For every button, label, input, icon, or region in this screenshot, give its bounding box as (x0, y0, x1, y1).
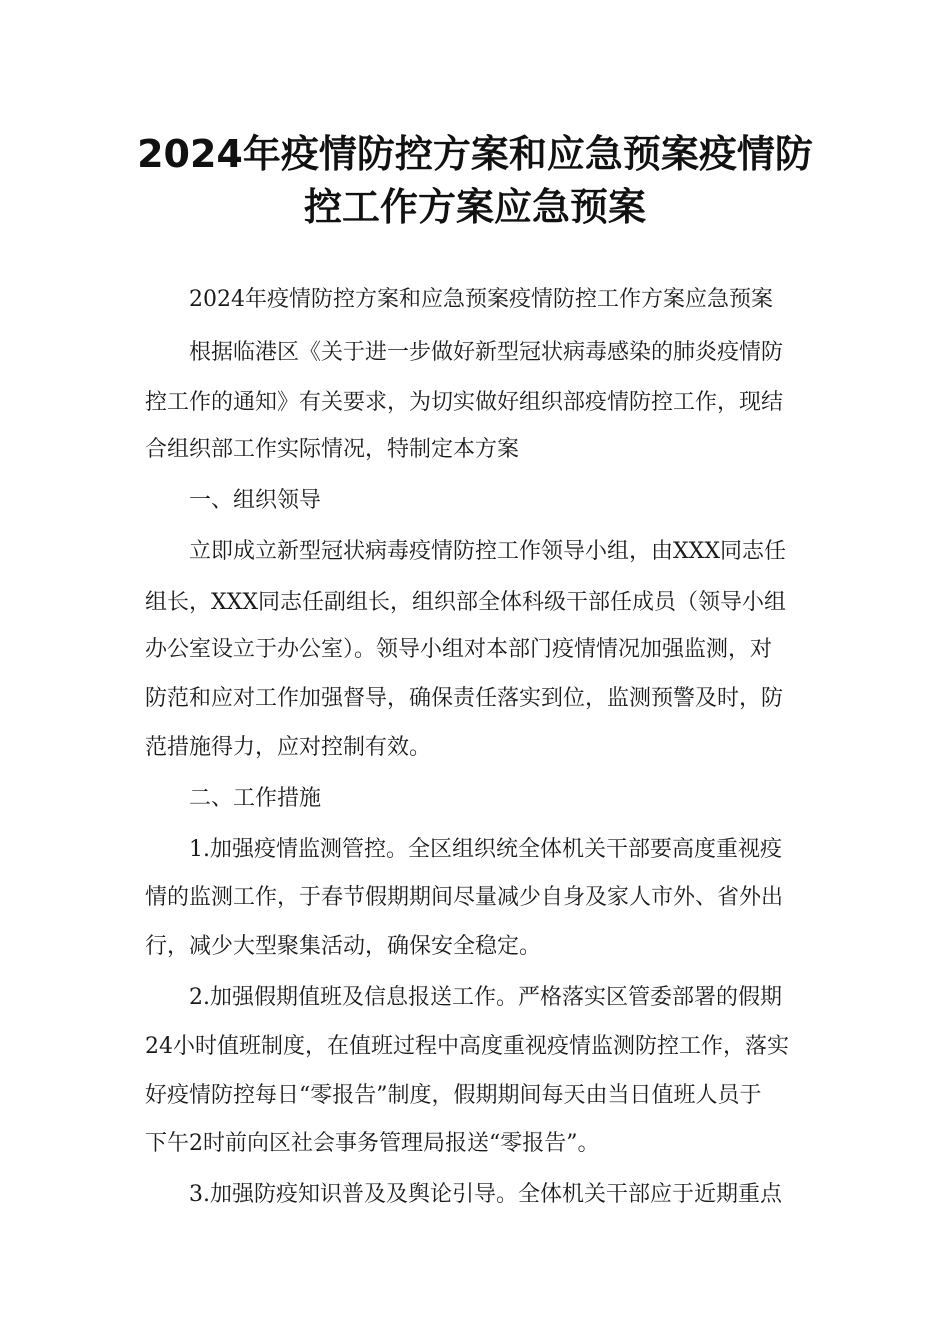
body-line: 行，减少大型聚集活动，确保安全稳定。 (145, 934, 542, 959)
body-line: 控工作的通知》有关要求，为切实做好组织部疫情防控工作，现结 (145, 390, 784, 415)
body-line: 24小时值班制度，在值班过程中高度重视疫情监测防控工作，落实 (145, 1034, 789, 1059)
body-line: 办公室设立于办公室）。领导小组对本部门疫情情况加强监测，对 (145, 637, 773, 662)
body-line: 1.加强疫情监测管控。全区组织统全体机关干部要高度重视疫 (189, 837, 782, 862)
body-line: 立即成立新型冠状病毒疫情防控工作领导小组，由XXX同志任 (189, 539, 786, 564)
body-line: 好疫情防控每日“零报告”制度，假期期间每天由当日值班人员于 (145, 1083, 762, 1108)
body-line: 组长，XXX同志任副组长，组织部全体科级干部任成员（领导小组 (145, 590, 786, 615)
document-title-line-2: 控工作方案应急预案 (303, 185, 646, 229)
body-line: 范措施得力，应对控制有效。 (145, 735, 432, 760)
section-heading: 一、组织领导 (189, 488, 322, 513)
section-heading: 二、工作措施 (189, 786, 322, 811)
body-line: 2.加强假期值班及信息报送工作。严格落实区管委部署的假期 (189, 985, 782, 1010)
document-title-line-1: 2024年疫情防控方案和应急预案疫情防 (137, 132, 813, 176)
body-line: 根据临港区《关于进一步做好新型冠状病毒感染的肺炎疫情防 (189, 340, 784, 365)
body-line: 3.加强防疫知识普及及舆论引导。全体机关干部应于近期重点 (189, 1182, 782, 1207)
body-line: 下午2时前向区社会事务管理局报送“零报告”。 (145, 1131, 600, 1156)
body-line: 防范和应对工作加强督导，确保责任落实到位，监测预警及时，防 (145, 686, 784, 711)
body-line: 情的监测工作，于春节假期期间尽量减少自身及家人市外、省外出 (145, 885, 784, 910)
subtitle-line: 2024年疫情防控方案和应急预案疫情防控工作方案应急预案 (189, 287, 773, 312)
body-line: 合组织部工作实际情况，特制定本方案 (145, 437, 520, 462)
